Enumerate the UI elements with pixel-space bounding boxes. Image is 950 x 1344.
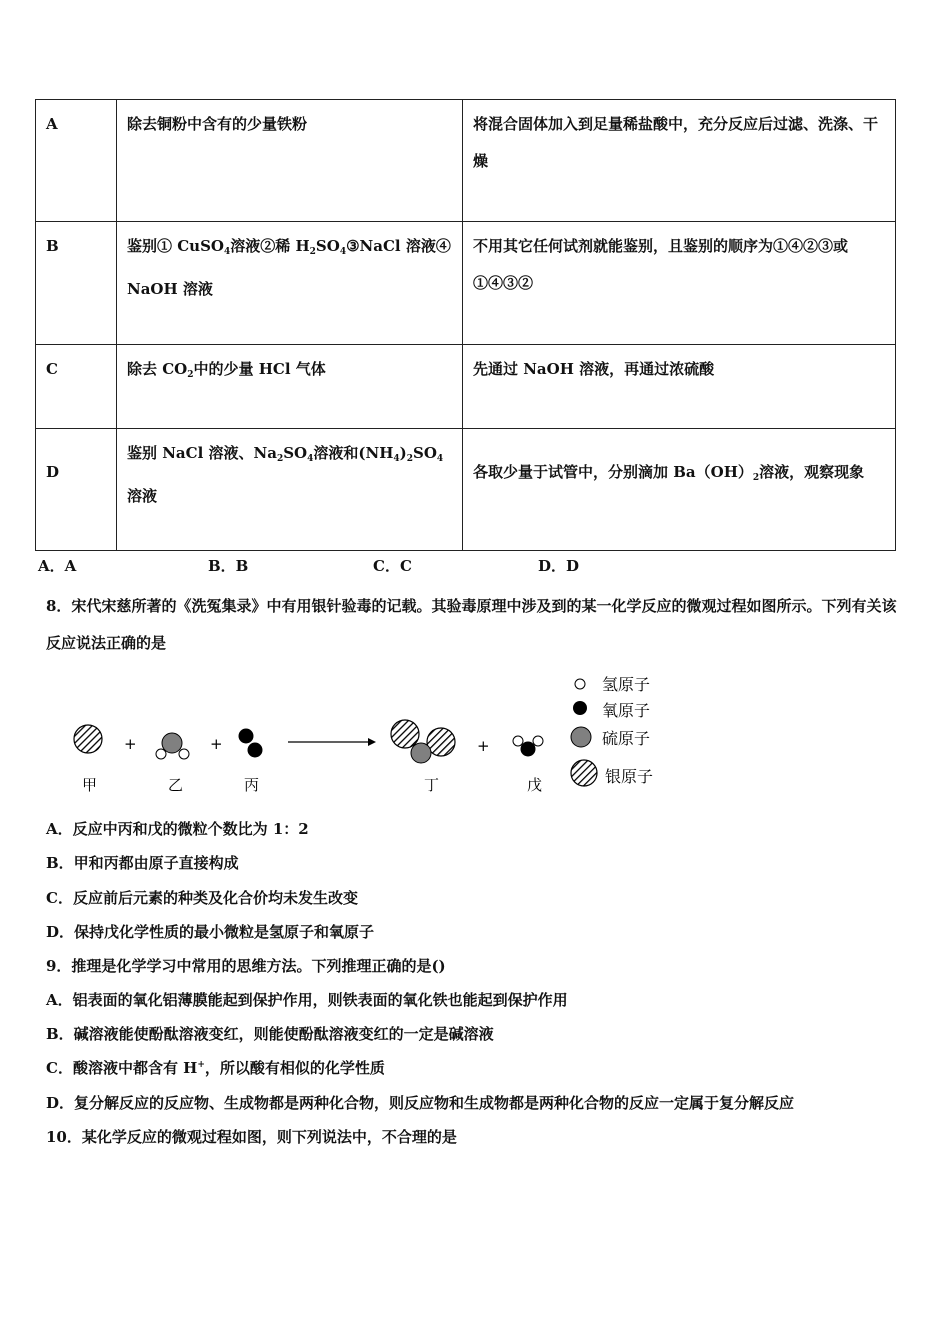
options-table <box>35 99 896 551</box>
label-yi: 乙 <box>168 776 184 794</box>
choice-b: B．B <box>208 557 249 575</box>
legend-hydrogen-icon <box>575 679 585 689</box>
row-method: 各取少量于试管中，分别滴加 $Ba(OH)_2$溶液，观察现象 <box>463 429 896 551</box>
choice-a: A．A <box>38 557 77 575</box>
legend-oxygen-icon <box>573 701 587 715</box>
table-row <box>36 429 896 551</box>
legend-oxygen-label: 氧原子 <box>602 701 651 720</box>
q9-option-a: A．铝表面的氧化铝薄膜能起到保护作用，则铁表面的氧化铁也能起到保护作用 <box>46 991 568 1009</box>
row-item: 除去铜粉中含有的少量铁粉 <box>117 100 463 222</box>
silver-atom <box>74 725 102 753</box>
row-item: 鉴别① CuSO$_4$溶液②稀 $H_2SO_4③NaCl$ 溶液④ NaOH 溶液 <box>117 222 463 345</box>
hydrogen-atom <box>156 749 166 759</box>
plus-sign: + <box>477 737 490 755</box>
table-row <box>36 222 896 345</box>
reaction-diagram <box>60 665 680 800</box>
sulfur-atom <box>411 743 431 763</box>
q9-option-b: B．碱溶液能使酚酞溶液变红，则能使酚酞溶液变红的一定是碱溶液 <box>46 1025 494 1043</box>
row-method: 将混合固体加入到足量稀盐酸中，充分反应后过滤、洗涤、干燥 <box>463 100 896 222</box>
sulfur-atom <box>162 733 182 753</box>
row-label: A <box>36 100 117 222</box>
legend-hydrogen-label: 氢原子 <box>602 675 651 694</box>
q7-choices <box>38 555 579 576</box>
label-bing: 丙 <box>244 776 260 794</box>
q8-stem: 8．宋代宋慈所著的《洗冤集录》中有用银针验毒的记载。其验毒原理中涉及到的某一化学反应的微观过程如图所示。下列有关该反应说法正确的是 <box>46 597 897 652</box>
arrow-head <box>368 738 376 746</box>
oxygen-atom <box>239 729 254 744</box>
q8-option-b: B．甲和丙都由原子直接构成 <box>46 854 239 872</box>
q8-option-a: A．反应中丙和戊的微粒个数比为 1：2 <box>46 820 309 838</box>
oxygen-atom <box>248 743 263 758</box>
row-item: 除去 $CO_2$中的少量 HCl 气体 <box>117 345 463 429</box>
table-row <box>36 100 896 222</box>
row-method: 不用其它任何试剂就能鉴别，且鉴别的顺序为①④②③或①④③② <box>463 222 896 345</box>
q9-option-d: D．复分解反应的反应物、生成物都是两种化合物，则反应物和生成物都是两种化合物的反应一定属于复分解反应 <box>46 1094 795 1112</box>
table-row <box>36 345 896 429</box>
oxygen-atom <box>521 742 536 757</box>
q10-stem: 10．某化学反应的微观过程如图，则下列说法中，不合理的是 <box>46 1128 457 1146</box>
label-jia: 甲 <box>82 776 98 794</box>
q8-option-c: C．反应前后元素的种类及化合价均未发生改变 <box>46 889 358 907</box>
hydrogen-atom <box>513 736 523 746</box>
legend-silver-icon <box>571 760 597 786</box>
choice-c: C．C <box>373 557 412 575</box>
row-item: 鉴别 NaCl 溶液、$Na_2SO_4$溶液和$(NH_4)_2SO_4$溶液 <box>117 429 463 551</box>
legend-sulfur-icon <box>571 727 591 747</box>
q9-option-c: C．酸溶液中都含有 H+，所以酸有相似的化学性质 <box>46 1059 385 1077</box>
legend-sulfur-label: 硫原子 <box>602 729 651 748</box>
q8-option-d: D．保持戊化学性质的最小微粒是氢原子和氧原子 <box>46 923 375 941</box>
plus-sign: + <box>210 735 223 753</box>
label-wu: 戊 <box>527 776 543 794</box>
row-label: C <box>36 345 117 429</box>
hydrogen-atom <box>179 749 189 759</box>
row-method: 先通过 NaOH 溶液，再通过浓硫酸 <box>463 345 896 429</box>
choice-d: D．D <box>538 557 580 575</box>
q9-stem: 9．推理是化学学习中常用的思维方法。下列推理正确的是() <box>46 957 446 975</box>
hydrogen-atom <box>533 736 543 746</box>
silver-atom <box>391 720 419 748</box>
row-label: B <box>36 222 117 345</box>
legend-silver-label: 银原子 <box>605 767 654 786</box>
row-label: D <box>36 429 117 551</box>
plus-sign: + <box>124 735 137 753</box>
label-ding: 丁 <box>424 776 440 794</box>
